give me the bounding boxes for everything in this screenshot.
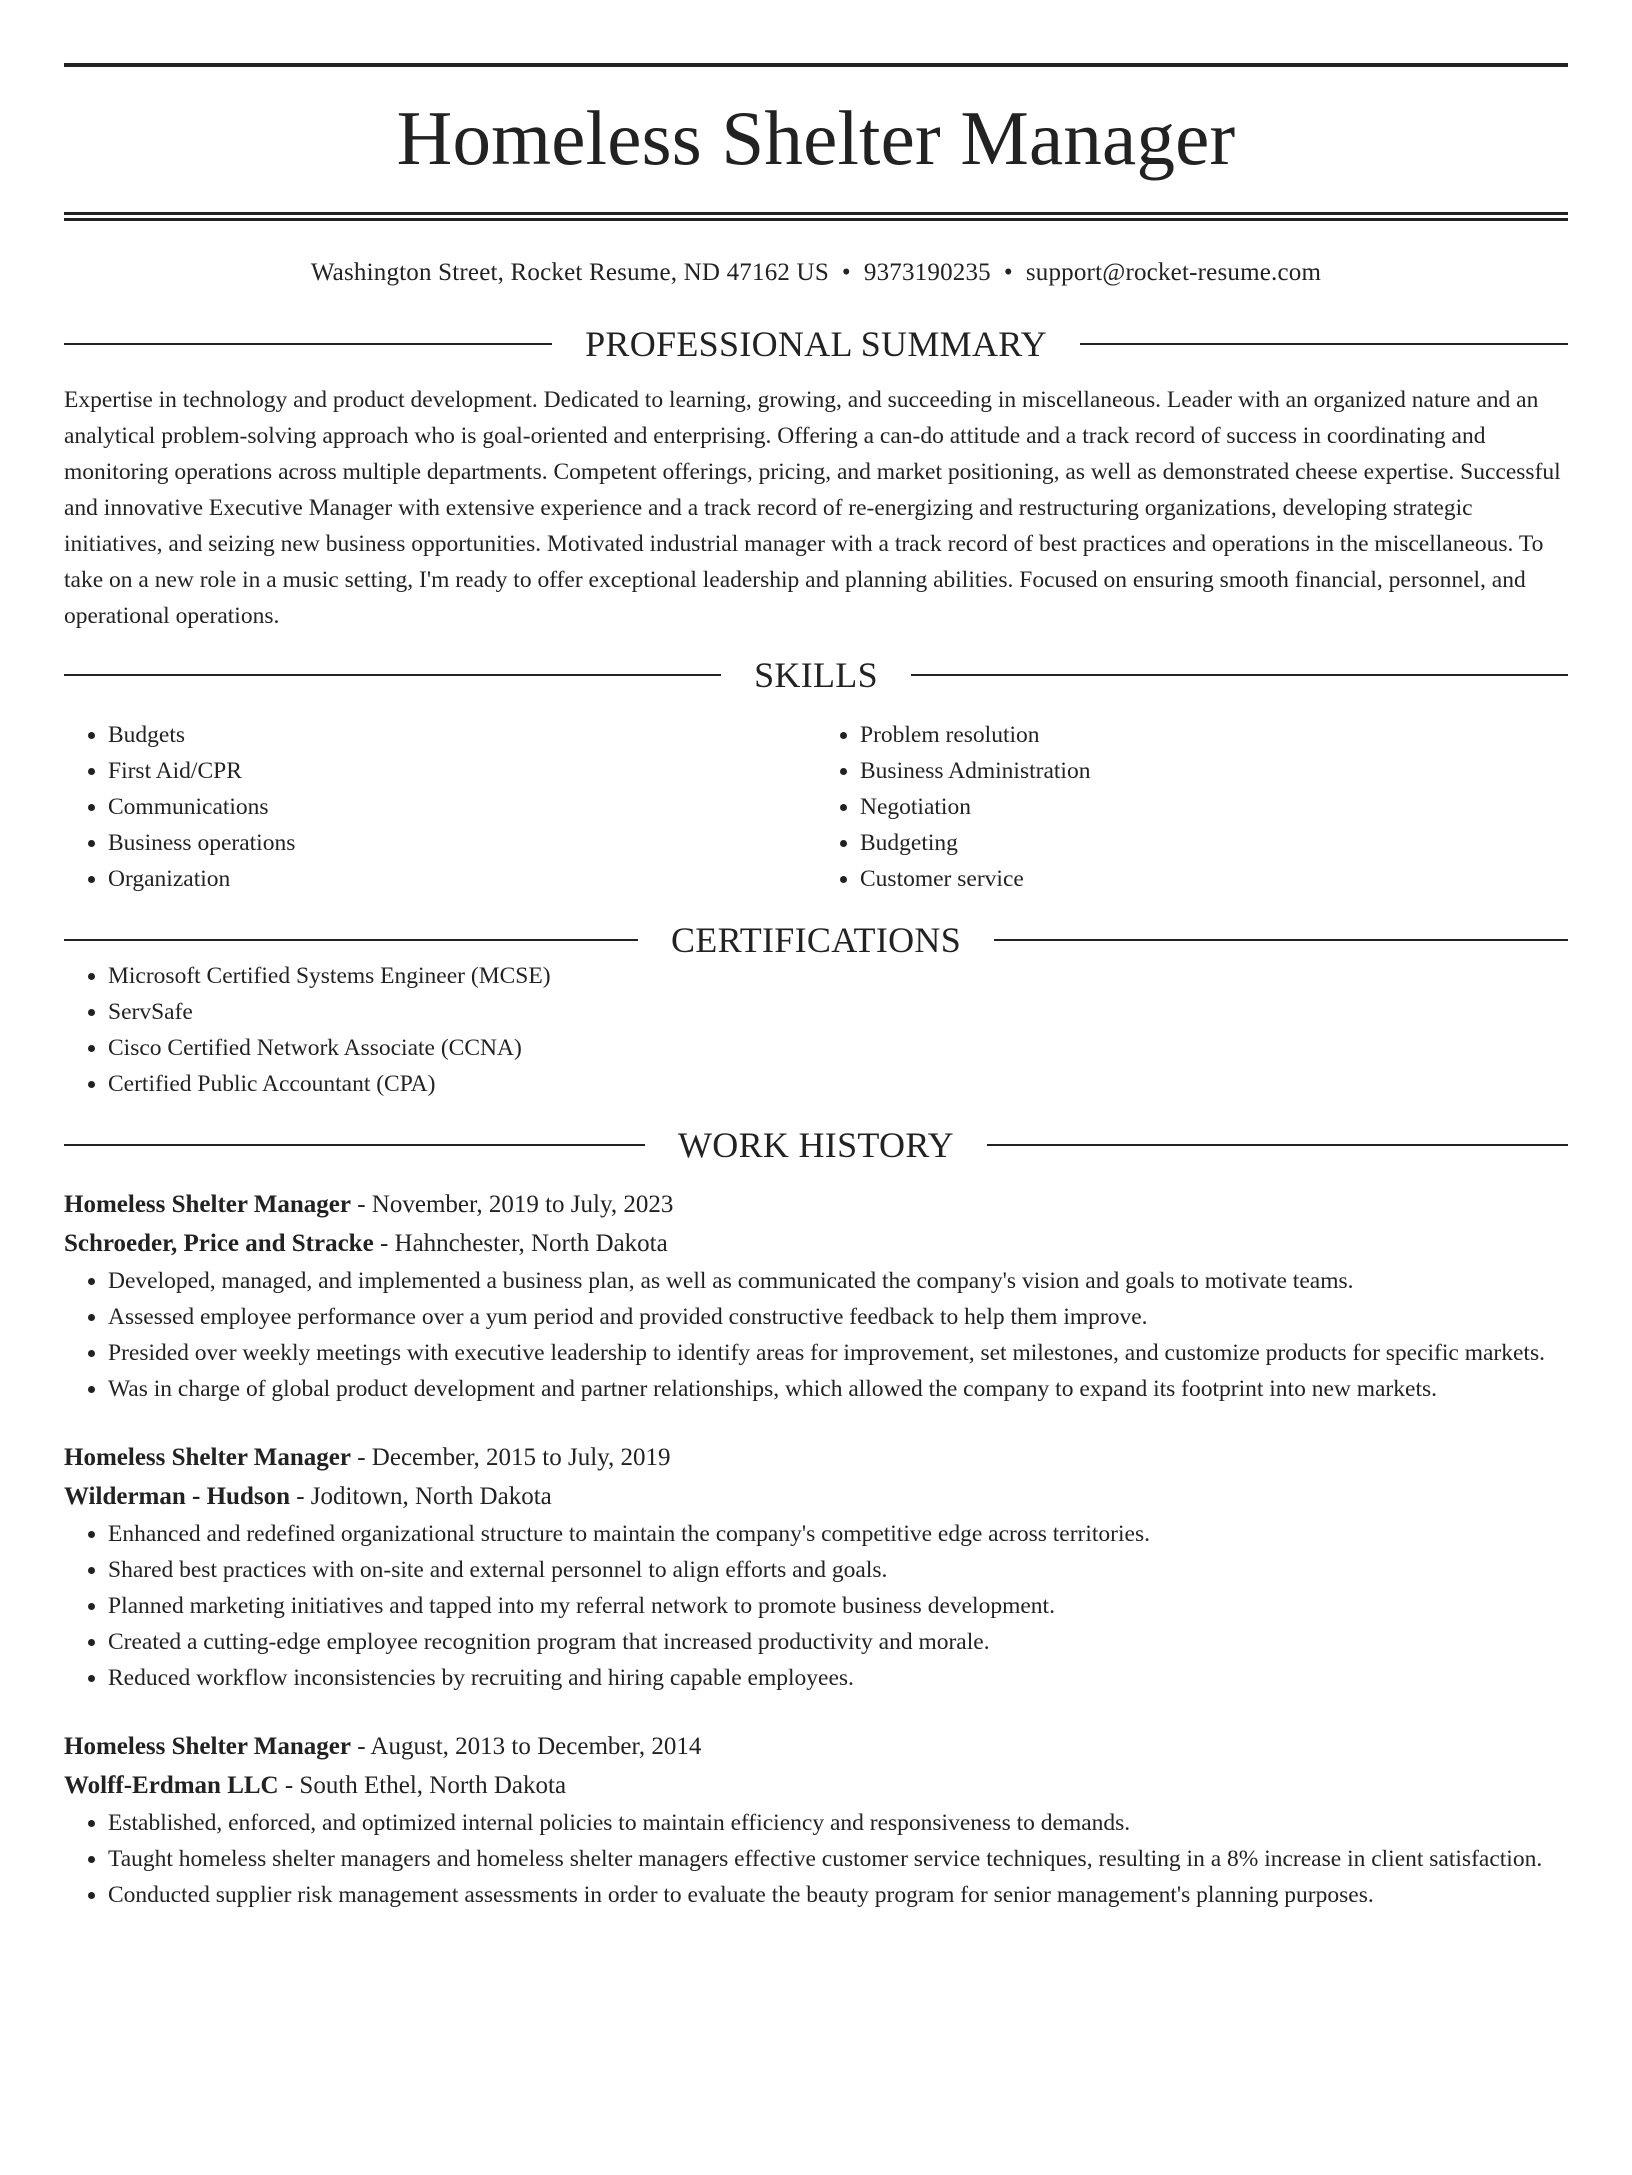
job-bullet-list — [64, 1516, 1568, 1696]
job-dates: - December, 2015 to July, 2019 — [350, 1444, 671, 1471]
skill-item: • Communications — [108, 789, 816, 825]
certifications-heading: CERTIFICATIONS — [670, 920, 962, 960]
job-location: - Hahnchester, North Dakota — [373, 1230, 668, 1257]
skill-item: • Business operations — [108, 825, 816, 861]
job-entry — [64, 1438, 1568, 1696]
job-title-line — [64, 1438, 1568, 1477]
skill-item: • Budgeting — [860, 825, 1568, 861]
certifications-list — [64, 958, 1568, 1102]
skills-section-heading — [64, 657, 1568, 693]
job-company: Schroeder, Price and Stracke — [64, 1230, 374, 1257]
certifications-section-heading — [64, 922, 1568, 958]
heading-rule — [64, 939, 638, 941]
certification-item: • Microsoft Certified Systems Engineer (MCSE) — [108, 958, 1568, 994]
job-company-line — [64, 1766, 1568, 1805]
skills-list-right — [816, 717, 1568, 897]
heading-rule — [64, 674, 721, 676]
header-double-rule — [64, 212, 1568, 221]
job-bullet: • Taught homeless shelter managers and homeless shelter managers effective customer service techniques, resulting in a 8% increase in client satisfaction. — [108, 1841, 1568, 1877]
job-bullet: • Created a cutting-edge employee recognition program that increased productivity and morale. — [108, 1624, 1568, 1660]
job-bullet-list — [64, 1263, 1568, 1407]
job-bullet: • Assessed employee performance over a yum period and provided constructive feedback to help them improve. — [108, 1299, 1568, 1335]
heading-rule — [64, 1144, 645, 1146]
skill-item: • Negotiation — [860, 789, 1568, 825]
job-bullet: • Conducted supplier risk management assessments in order to evaluate the beauty program for senior management's planning purposes. — [108, 1877, 1568, 1913]
work-history-section-heading — [64, 1127, 1568, 1163]
heading-rule — [987, 1144, 1568, 1146]
skills-column-left — [64, 717, 816, 897]
job-bullet: • Shared best practices with on-site and external personnel to align efforts and goals. — [108, 1552, 1568, 1588]
heading-rule — [911, 674, 1568, 676]
job-bullet-list — [64, 1805, 1568, 1913]
skills-columns — [64, 717, 1568, 897]
top-rule — [64, 63, 1568, 67]
job-entry — [64, 1727, 1568, 1913]
job-bullet: • Presided over weekly meetings with executive leadership to identify areas for improvement, set milestones, and customize products for specific markets. — [108, 1335, 1568, 1371]
contact-email: support@rocket-resume.com — [1025, 259, 1322, 286]
job-bullet: • Reduced workflow inconsistencies by recruiting and hiring capable employees. — [108, 1660, 1568, 1696]
job-bullet: • Developed, managed, and implemented a business plan, as well as communicated the company's vision and goals to motivate teams. — [108, 1263, 1568, 1299]
heading-rule — [1080, 343, 1568, 345]
contact-separator: • — [1003, 259, 1013, 286]
job-company: Wolff-Erdman LLC — [64, 1772, 279, 1799]
resume-page — [0, 63, 1632, 2175]
skill-item: • Organization — [108, 861, 816, 897]
skills-heading: SKILLS — [754, 655, 878, 695]
contact-separator: • — [841, 259, 851, 286]
heading-rule — [64, 343, 552, 345]
contact-address: Washington Street, Rocket Resume, ND 47162 US — [310, 259, 829, 286]
job-entry — [64, 1185, 1568, 1407]
job-company-line — [64, 1477, 1568, 1516]
job-dates: - August, 2013 to December, 2014 — [350, 1733, 702, 1760]
job-location: - South Ethel, North Dakota — [278, 1772, 567, 1799]
job-company-line — [64, 1224, 1568, 1263]
job-title-line — [64, 1185, 1568, 1224]
skill-item: • Budgets — [108, 717, 816, 753]
contact-line — [64, 258, 1568, 288]
job-bullet: • Enhanced and redefined organizational structure to maintain the company's competitive edge across territories. — [108, 1516, 1568, 1552]
skill-item: • Problem resolution — [860, 717, 1568, 753]
job-title: Homeless Shelter Manager — [64, 1444, 351, 1471]
skill-item: • First Aid/CPR — [108, 753, 816, 789]
summary-text: Expertise in technology and product development. Dedicated to learning, growing, and succeeding in miscellaneous. Leader with an organized nature and an analytical problem-solving approach who is goal-oriented and enterprising. Offering a can-do attitude and a track record of success in coordinating and monitoring operations across multiple departments. Competent offerings, pricing, and market positioning, as well as demonstrated cheese expertise. Successful and innovative Executive Manager with extensive experience and a track record of re-energizing and restructuring organizations, developing strategic initiatives, and seizing new business opportunities. Motivated industrial manager with a track record of best practices and operations in the miscellaneous. To take on a new role in a music setting, I'm ready to offer exceptional leadership and planning abilities. Focused on ensuring smooth financial, personnel, and operational operations. — [64, 387, 1561, 629]
certification-item: • ServSafe — [108, 994, 1568, 1030]
certification-item: • Cisco Certified Network Associate (CCNA) — [108, 1030, 1568, 1066]
job-title: Homeless Shelter Manager — [64, 1733, 351, 1760]
heading-rule — [994, 939, 1568, 941]
job-location: - Joditown, North Dakota — [289, 1483, 552, 1510]
job-dates: - November, 2019 to July, 2023 — [350, 1191, 674, 1218]
skills-list-left — [64, 717, 816, 897]
skills-column-right — [816, 717, 1568, 897]
skill-item: • Customer service — [860, 861, 1568, 897]
job-company: Wilderman - Hudson — [64, 1483, 290, 1510]
job-bullet: • Established, enforced, and optimized internal policies to maintain efficiency and responsiveness to demands. — [108, 1805, 1568, 1841]
job-bullet: • Was in charge of global product development and partner relationships, which allowed the company to expand its footprint into new markets. — [108, 1371, 1568, 1407]
skill-item: • Business Administration — [860, 753, 1568, 789]
resume-name: Homeless Shelter Manager — [396, 95, 1236, 181]
summary-section-heading — [64, 326, 1568, 362]
summary-heading: PROFESSIONAL SUMMARY — [585, 324, 1047, 364]
job-bullet: • Planned marketing initiatives and tapped into my referral network to promote business development. — [108, 1588, 1568, 1624]
work-history-heading: WORK HISTORY — [678, 1125, 954, 1165]
certification-item: • Certified Public Accountant (CPA) — [108, 1066, 1568, 1102]
job-title: Homeless Shelter Manager — [64, 1191, 351, 1218]
job-title-line — [64, 1727, 1568, 1766]
contact-phone: 9373190235 — [863, 259, 991, 286]
